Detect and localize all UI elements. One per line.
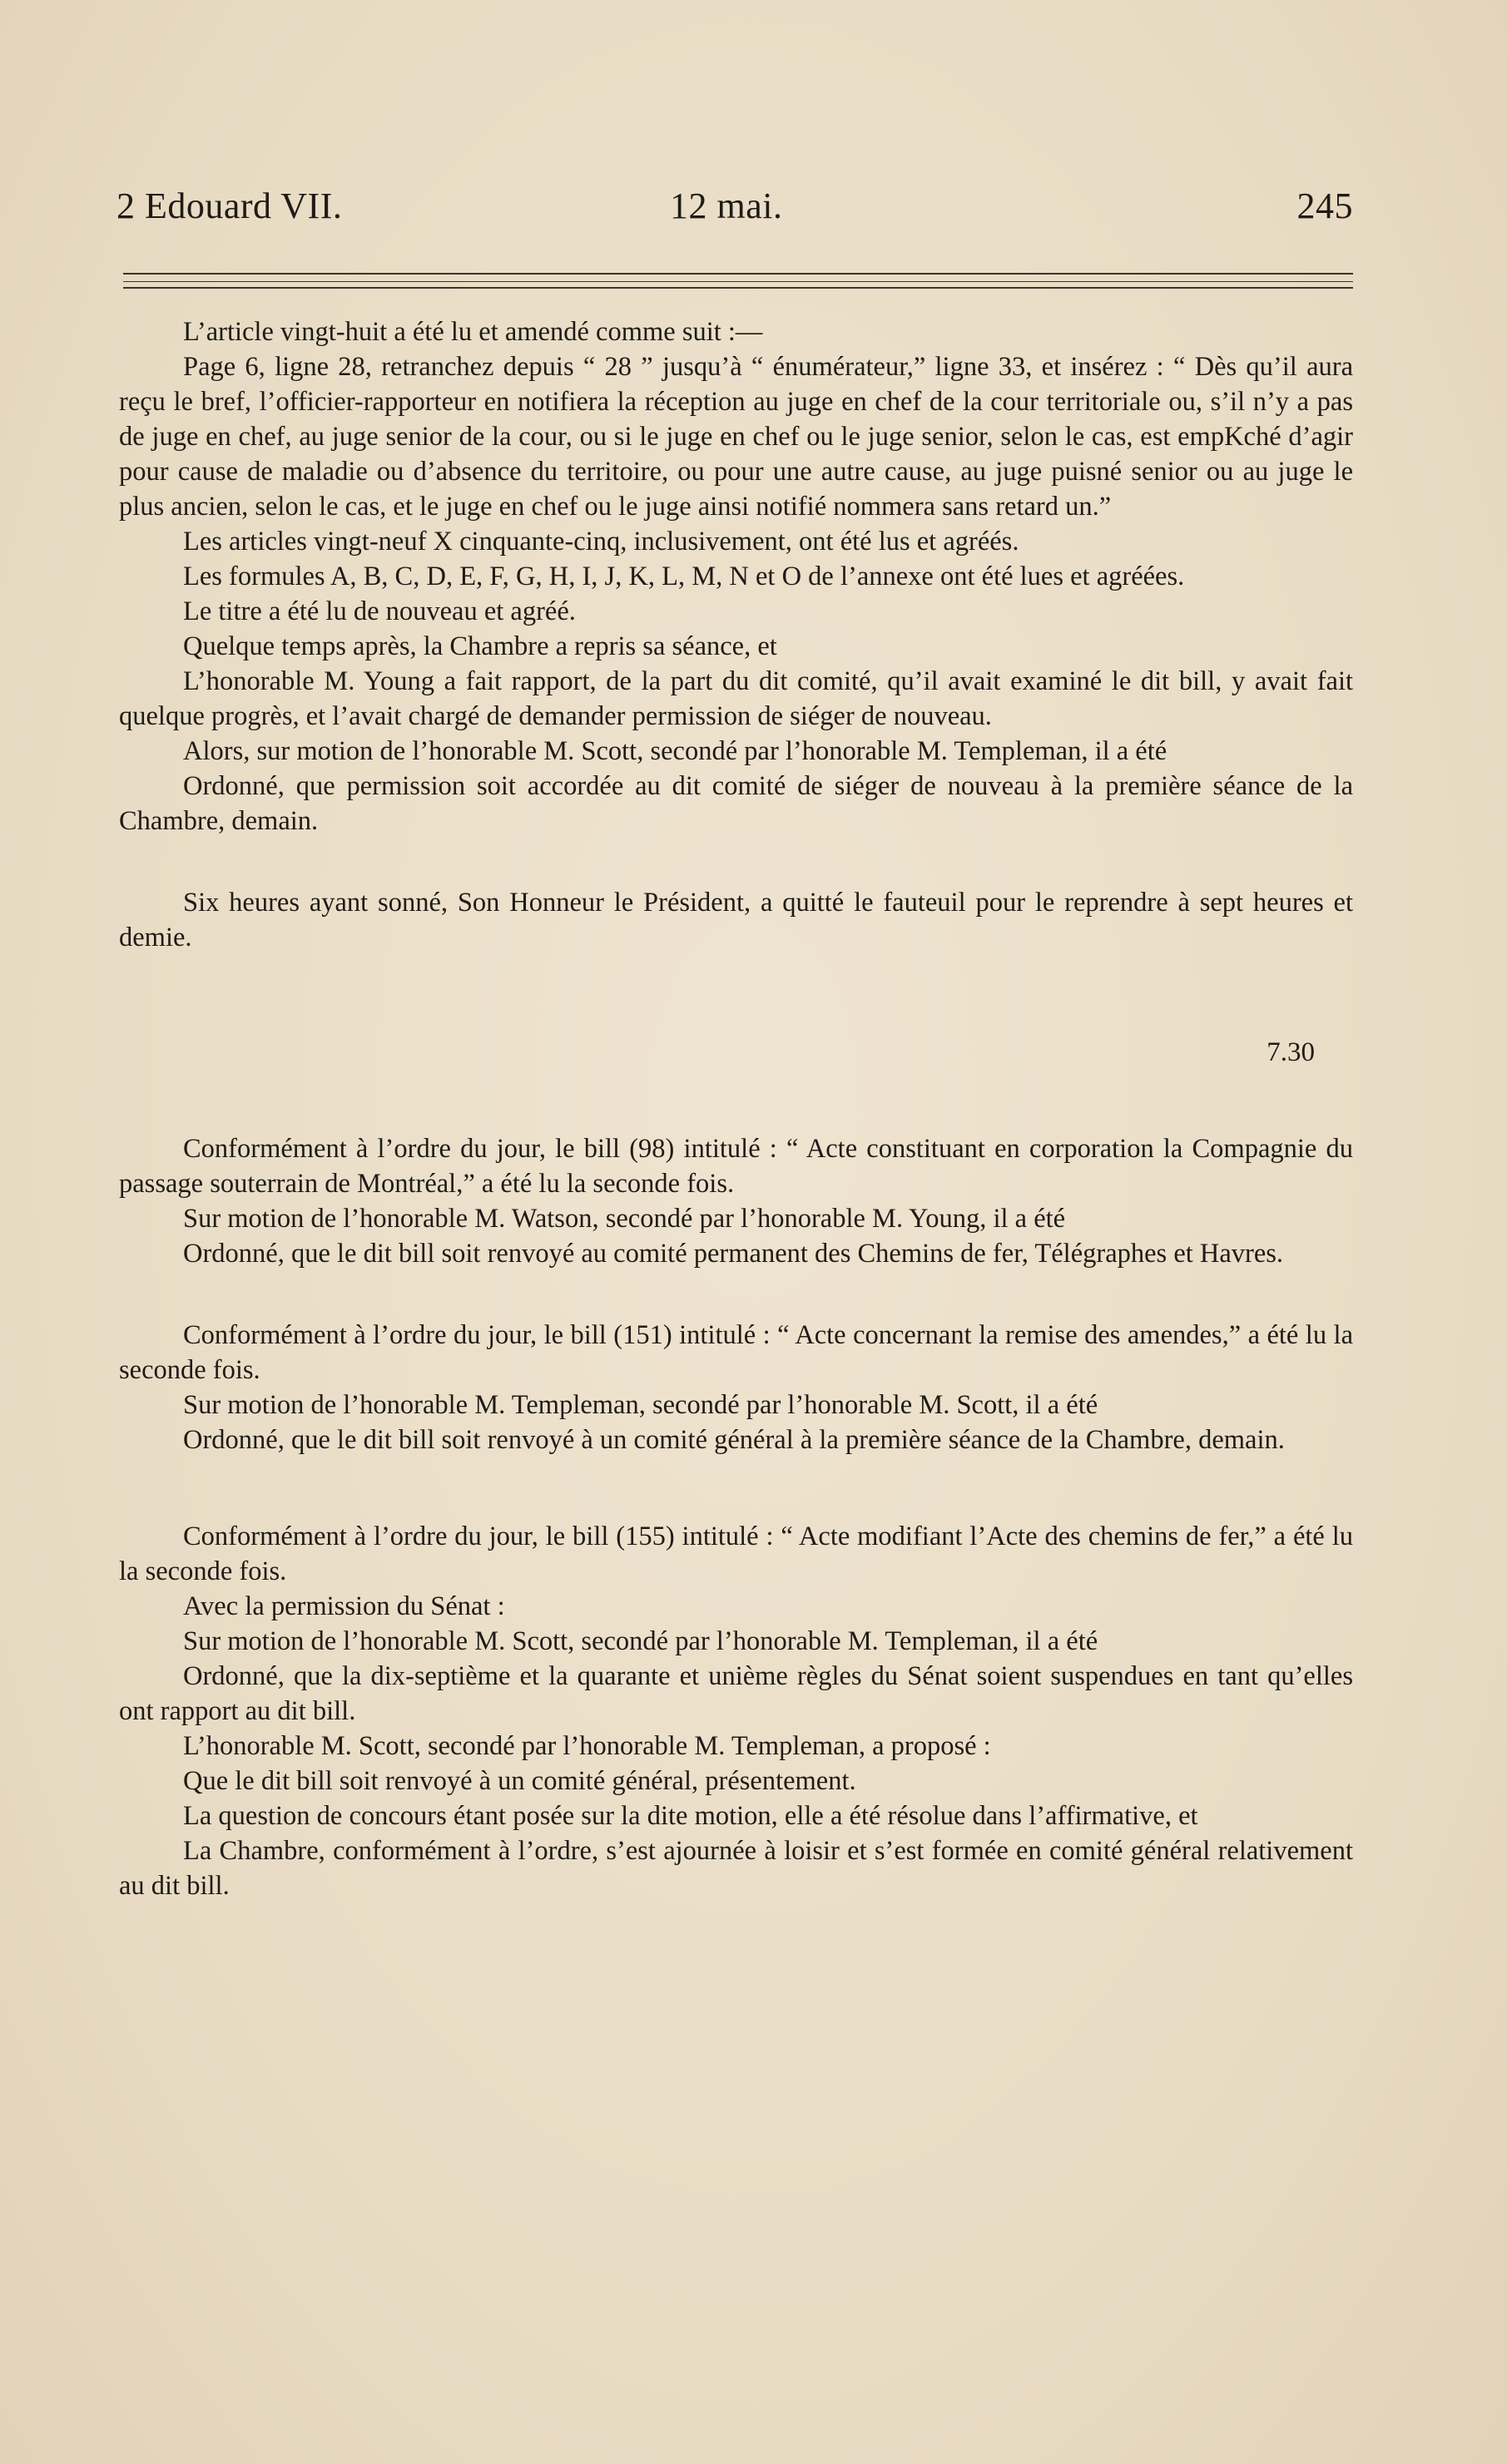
paragraph: L’honorable M. Young a fait rapport, de la part du dit comité, qu’il avait examiné le dit bill, y avait fait quelque progrès, et l’avait chargé de demander permission de siéger de nouveau. (119, 666, 1353, 731)
header-date: 12 mai. (670, 186, 783, 226)
paragraph: Alors, sur motion de l’honorable M. Scott, secondé par l’honorable M. Templeman, il a été (183, 736, 1167, 766)
paragraph: La question de concours étant posée sur la dite motion, elle a été résolue dans l’affirmative, et (183, 1801, 1198, 1831)
page-header (116, 185, 1353, 235)
paragraph: La Chambre, conformément à l’ordre, s’est ajournée à loisir et s’est formée en comité général relativement au dit bill. (119, 1836, 1353, 1901)
spacer (119, 1271, 1353, 1318)
paragraph: L’honorable M. Scott, secondé par l’honorable M. Templeman, a proposé : (183, 1731, 991, 1761)
paragraph: Ordonné, que le dit bill soit renvoyé au comité permanent des Chemins de fer, Télégraphes et Havres. (183, 1239, 1284, 1269)
paragraph: Les formules A, B, C, D, E, F, G, H, I, J, K, L, M, N et O de l’annexe ont été lues et agréées. (183, 562, 1185, 591)
paragraph: Sur motion de l’honorable M. Templeman, secondé par l’honorable M. Scott, il a été (183, 1390, 1098, 1420)
paragraph: Conformément à l’ordre du jour, le bill (151) intitulé : “ Acte concernant la remise des amendes,” a été lu la seconde fois. (119, 1320, 1353, 1385)
header-session: 2 Edouard VII. (116, 186, 343, 226)
page-number: 245 (1296, 186, 1353, 226)
spacer (119, 955, 1353, 1035)
section-bill-151 (119, 1318, 1353, 1457)
header-rule-bottom (123, 287, 1353, 289)
paragraph: Sur motion de l’honorable M. Scott, secondé par l’honorable M. Templeman, il a été (183, 1626, 1098, 1656)
paragraph: Ordonné, que le dit bill soit renvoyé à un comité général à la première séance de la Chambre, demain. (183, 1425, 1285, 1455)
paragraph: Conformément à l’ordre du jour, le bill (98) intitulé : “ Acte constituant en corporation la Compagnie du passage souterrain de Montréal,” a été lu la seconde fois. (119, 1134, 1353, 1199)
paragraph: Ordonné, que la dix-septième et la quarante et unième règles du Sénat soient suspendues en tant qu’elles ont rapport au dit bill. (119, 1661, 1353, 1726)
header-rule-middle (123, 281, 1353, 282)
spacer (119, 1457, 1353, 1519)
paragraph: Le titre a été lu de nouveau et agréé. (183, 596, 576, 626)
spacer (119, 1070, 1353, 1131)
paragraph: Ordonné, que permission soit accordée au dit comité de siéger de nouveau à la première séance de la Chambre, demain. (119, 771, 1353, 836)
header-rule-top (123, 273, 1353, 275)
section-article-28 (119, 314, 1353, 839)
spacer (119, 839, 1353, 885)
paragraph: Que le dit bill soit renvoyé à un comité général, présentement. (183, 1766, 856, 1796)
paragraph: Six heures ayant sonné, Son Honneur le Président, a quitté le fauteuil pour le reprendre à sept heures et demie. (119, 888, 1353, 952)
paragraph: Les articles vingt-neuf X cinquante-cinq, inclusivement, ont été lus et agréés. (183, 527, 1019, 557)
paragraph: Quelque temps après, la Chambre a repris sa séance, et (183, 631, 777, 661)
time-mark: 7.30 (1267, 1037, 1315, 1067)
section-bill-155 (119, 1519, 1353, 1903)
page-body (119, 314, 1353, 1903)
section-bill-98 (119, 1131, 1353, 1271)
paragraph: Avec la permission du Sénat : (183, 1591, 505, 1621)
paragraph: Page 6, ligne 28, retranchez depuis “ 28 ” jusqu’à “ énumérateur,” ligne 33, et insérez : “ Dès qu’il aura reçu le bref, l’officier-rapporteur en notifiera la réception au juge en chef de la cour territoriale ou, s’il n’y a pas de juge en chef, au juge senior de la cour, ou si le juge en chef ou le juge senior, selon le cas, est empKché d’agir pour cause de maladie ou d’absence du territoire, ou pour une autre cause, au juge puisné senior ou au juge le plus ancien, selon le cas, et le juge en chef ou le juge ainsi notifié nommera sans retard un.” (119, 352, 1353, 522)
paragraph: Sur motion de l’honorable M. Watson, secondé par l’honorable M. Young, il a été (183, 1204, 1066, 1234)
paragraph: L’article vingt-huit a été lu et amendé comme suit :— (183, 317, 763, 347)
section-recess (119, 885, 1353, 955)
paragraph: Conformément à l’ordre du jour, le bill (155) intitulé : “ Acte modifiant l’Acte des chemins de fer,” a été lu la seconde fois. (119, 1521, 1353, 1586)
